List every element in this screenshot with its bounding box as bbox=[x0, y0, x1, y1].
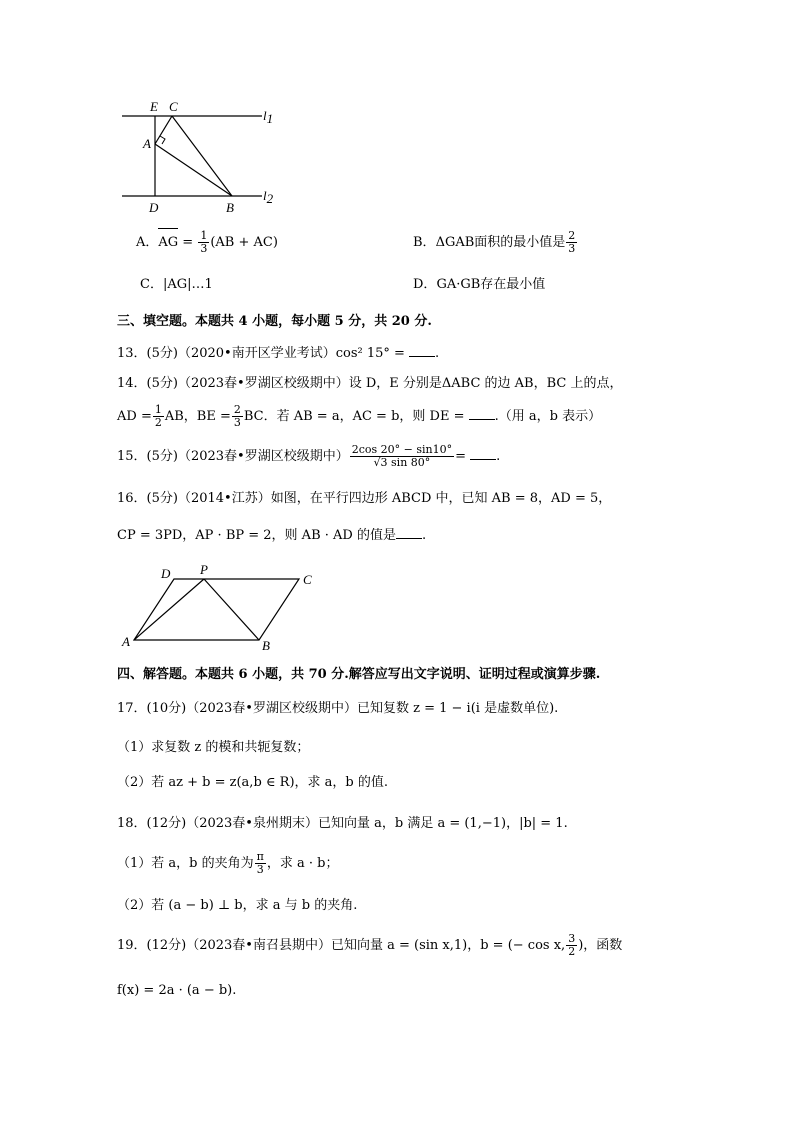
question-15: 15．(5分)（2023春•罗湖区校级期中） $\frac{2\cos 20^\circ - \sin 10^\circ}{√3 \sin 80^\circ}$ = . bbox=[117, 443, 501, 469]
label-A: A bbox=[143, 136, 151, 151]
label-A: A bbox=[122, 634, 130, 649]
figure-parallel-lines-triangle bbox=[110, 96, 410, 216]
label-C: C bbox=[169, 99, 178, 114]
segment-AP bbox=[134, 579, 204, 640]
question-19-line2: f(x) = 2a · (a − b). bbox=[117, 983, 237, 998]
label-l2: l2 bbox=[263, 188, 274, 206]
option-d: D．GA·GB存在最小值 bbox=[413, 277, 546, 292]
answer-blank bbox=[470, 447, 496, 460]
option-c: C．|AG|…1 bbox=[140, 277, 213, 292]
segment-BP bbox=[204, 579, 259, 640]
question-17-part1: （1）求复数 z 的模和共轭复数； bbox=[117, 740, 310, 755]
label-C: C bbox=[303, 572, 312, 587]
parallelogram-ABCD bbox=[134, 579, 299, 640]
question-16-line2: CP = 3PD，AP · BP = 2，则 AB · AD 的值是 . bbox=[117, 528, 427, 543]
label-l1: l1 bbox=[263, 108, 274, 126]
right-angle-mark bbox=[160, 136, 165, 144]
figure-parallelogram bbox=[118, 562, 338, 654]
question-18-line1: 18．(12分)（2023春•泉州期末）已知向量 a，b 满足 a = (1,−1)，|b| = 1. bbox=[117, 816, 568, 831]
label-E: E bbox=[150, 99, 158, 114]
segment-AC bbox=[155, 116, 172, 144]
option-b: B．ΔGAB面积的最小值是 $\frac{2}{3}$ bbox=[413, 229, 576, 255]
question-19-line1: 19．(12分)（2023春•南召县期中）已知向量 a = (sin x,1)，b = (− cos x, $\frac{3}{2}$ )，函数 bbox=[117, 932, 623, 958]
segment-CB bbox=[172, 116, 232, 196]
answer-blank bbox=[409, 344, 435, 357]
label-B: B bbox=[262, 638, 270, 653]
question-17-line1: 17．(10分)（2023春•罗湖区校级期中）已知复数 z = 1 − i(i 是虚数单位). bbox=[117, 701, 559, 716]
section-4-heading: 四、解答题。本题共 6 小题，共 70 分.解答应写出文字说明、证明过程或演算步骤. bbox=[117, 667, 601, 682]
question-18-part1: （1）若 a，b 的夹角为 $\frac{\pi}{3}$ ，求 a · b； bbox=[117, 850, 339, 876]
label-D: D bbox=[161, 566, 171, 581]
label-D: D bbox=[149, 200, 159, 215]
answer-blank bbox=[469, 407, 495, 420]
answer-blank bbox=[396, 526, 422, 539]
question-18-part2: （2）若 (a − b) ⊥ b，求 a 与 b 的夹角. bbox=[117, 898, 358, 913]
question-13: 13．(5分)（2020•南开区学业考试）cos² 15° = . bbox=[117, 346, 440, 361]
segment-AB bbox=[155, 144, 232, 196]
question-14-line1: 14．(5分)（2023春•罗湖区校级期中）设 D，E 分别是ΔABC 的边 AB，BC 上的点， bbox=[117, 376, 623, 391]
question-14-line2: AD = $\frac{1}{2}$ AB，BE = $\frac{2}{3}$ BC．若 AB = a，AC = b，则 DE = .（用 a，b 表示） bbox=[117, 403, 602, 429]
question-16-line1: 16．(5分)（2014•江苏）如图，在平行四边形 ABCD 中，已知 AB = 8，AD = 5， bbox=[117, 491, 612, 506]
label-P: P bbox=[200, 562, 208, 577]
label-B: B bbox=[226, 200, 234, 215]
option-a: A．AG = $\frac{1}{3}$ (AB + AC) bbox=[136, 229, 278, 255]
section-3-heading: 三、填空题。本题共 4 小题，每小题 5 分，共 20 分. bbox=[117, 314, 432, 329]
question-17-part2: （2）若 az + b = z(a,b ∈ R)，求 a，b 的值. bbox=[117, 775, 388, 790]
